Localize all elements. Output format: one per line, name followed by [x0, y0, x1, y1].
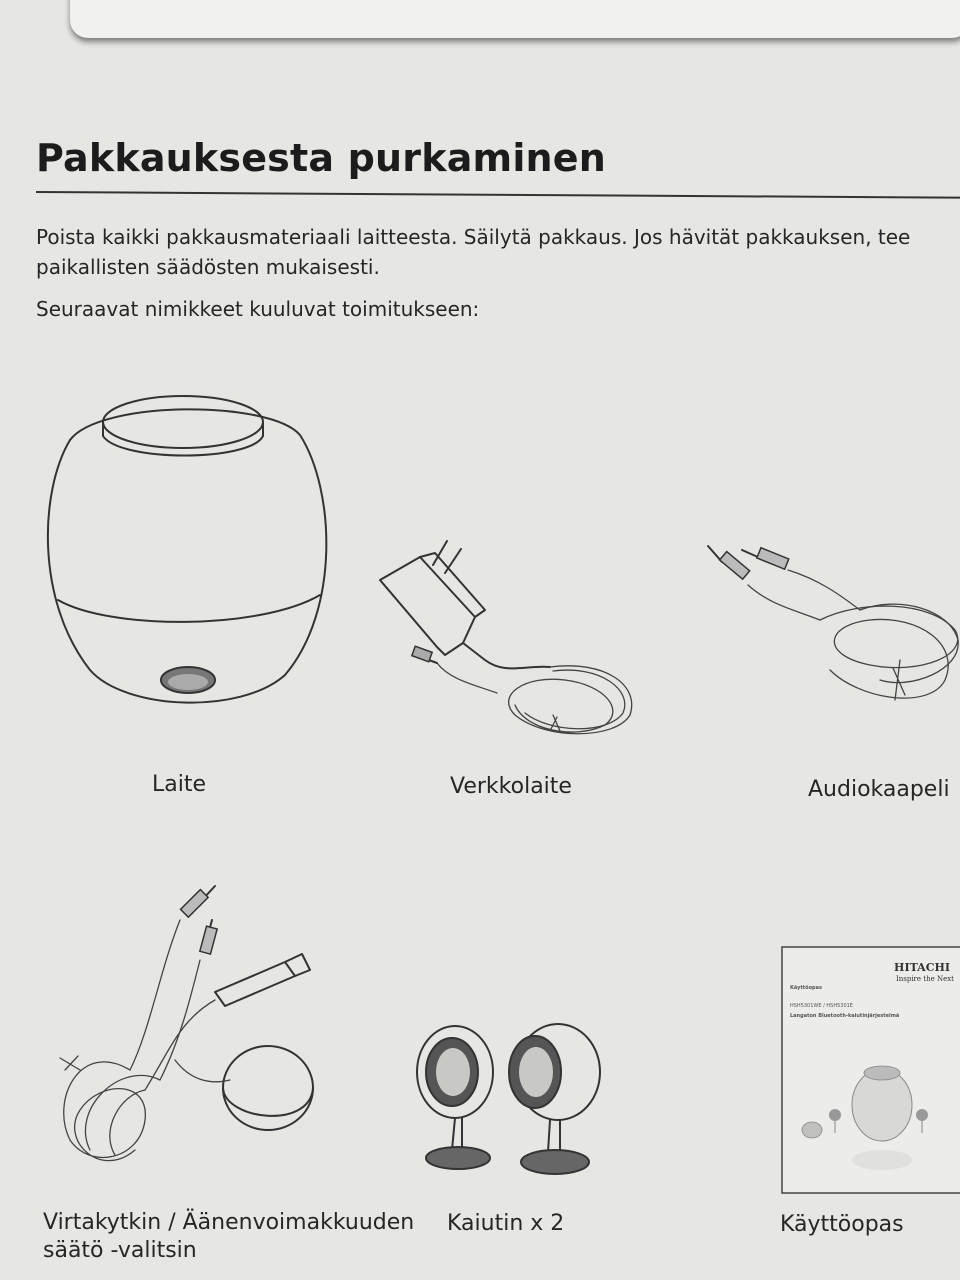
power-switch-label-line-2: säätö -valitsin — [43, 1238, 197, 1263]
manual-subtitle: Langaton Bluetooth-kaiutinjärjestelmä — [790, 1013, 900, 1019]
power-switch-label-line-1: Virtakytkin / Äänenvoimakkuuden — [43, 1210, 415, 1235]
manual-label: Käyttöopas — [780, 1212, 904, 1237]
power-switch-illustration — [40, 880, 330, 1180]
manual-heading: Käyttöopas — [790, 985, 822, 991]
adapter-label: Verkkolaite — [450, 774, 572, 799]
left-speaker — [417, 1026, 493, 1169]
instructions-line-1: Poista kaikki pakkausmateriaali laitteesta. Säilytä pakkaus. Jos hävität pakkauksen, tee — [36, 225, 911, 249]
device-label: Laite — [152, 772, 207, 797]
page-title: Pakkauksesta purkaminen — [36, 136, 607, 180]
audio-cable-illustration — [700, 540, 960, 730]
manual-brand: HITACHI — [894, 961, 950, 974]
manual-illustration — [780, 945, 960, 1195]
title-rule — [36, 191, 960, 199]
audio-cable-label: Audiokaapeli — [808, 777, 950, 802]
manual-tagline: Inspire the Next — [895, 975, 954, 983]
right-speaker — [509, 1024, 600, 1174]
adapter-illustration — [375, 535, 645, 745]
device-illustration — [30, 380, 340, 720]
speakers-label: Kaiutin x 2 — [447, 1211, 565, 1236]
manual-models: HSH5301WE / HSH5301E — [790, 1003, 853, 1009]
instructions-line-2: paikallisten säädösten mukaisesti. — [36, 255, 380, 279]
speakers-illustration — [410, 1010, 610, 1190]
top-paper-edge — [70, 0, 960, 38]
included-items-intro: Seuraavat nimikkeet kuuluvat toimitukseen: — [36, 297, 480, 321]
